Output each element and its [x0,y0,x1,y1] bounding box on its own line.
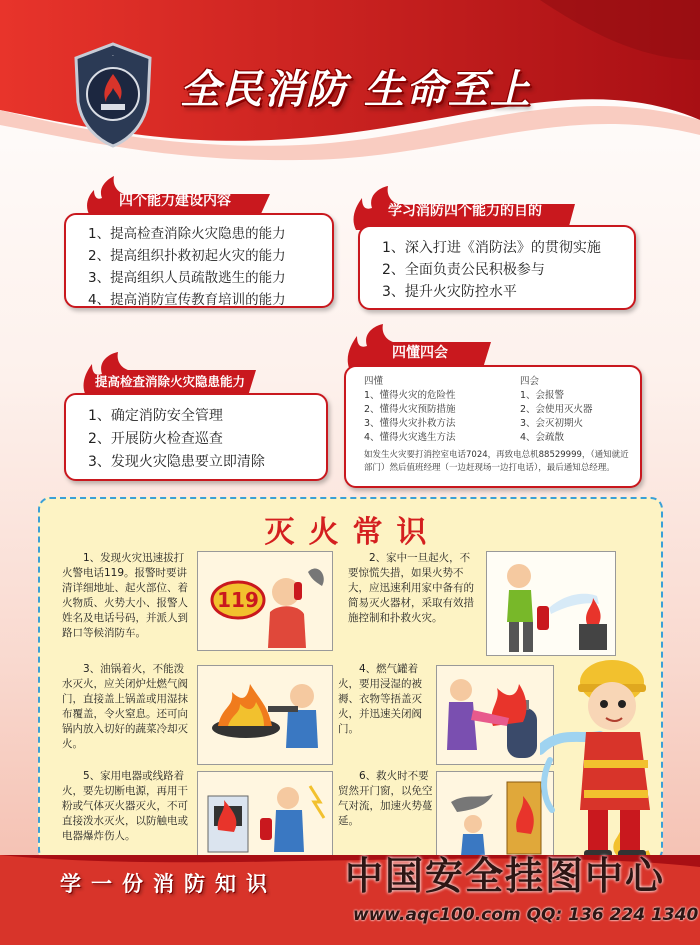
inspection-panel [64,393,328,481]
tip-3: 3、油锅着火，不能泼水灭火，应关闭炉灶燃气阀门，直接盖上锅盖或用湿抹布覆盖，令火窒息。还可向锅内放入切好的蔬菜冷却灭火。 [62,663,188,750]
list-item: 2、懂得火灾预防措施 [364,404,456,415]
list-item: 1、懂得火灾的危险性 [364,390,456,401]
list-item: 1、深入打进《消防法》的贯彻实施 [382,240,601,256]
list-item: 3、发现火灾隐患要立即清除 [88,454,265,470]
four-understand-panel [344,365,642,488]
badge-119: 119 [217,588,259,612]
call-119-illustration [197,551,333,651]
watermark-url: www.aqc100.com QQ: 136 224 1340 [353,905,699,925]
svg-text:·: · [112,53,114,60]
section-tab-four [345,324,495,368]
list-item: 4、会疏散 [520,432,565,443]
list-item: 1、会报警 [520,390,565,401]
tip-1: 1、发现火灾迅速拔打火警电话119。报警时要讲清详细地址、起火部位、着火物质、火势大小、报警人姓名及电话号码，并派人到路口等候消防车。 [62,552,188,639]
purpose-panel [358,225,636,310]
list-item: 4、懂得火灾逃生方法 [364,432,456,443]
watermark-name: 中国安全挂图中心 [345,854,666,898]
dong-title: 四懂 [364,376,384,387]
section-title-purpose: 学习消防四个能力的目的 [388,203,542,219]
list-item: 2、全面负责公民积极参与 [382,262,545,278]
emergency-note: 如发生火灾要打消控室电话7024，再致电总机88529999，（通知就近部门）然后值班经理（一边赶现场一边打电话），最后通知总经理。 [364,450,629,473]
list-item: 3、懂得火灾扑救方法 [364,418,456,429]
list-item: 4、提高消防宣传教育培训的能力 [88,292,286,308]
list-item: 1、提高检查消除火灾隐患的能力 [88,226,286,242]
section-tab-inspection [80,352,260,396]
watermark [345,845,700,945]
electric-fire-icon [198,772,333,859]
list-item: 2、提高组织扑救初起火灾的能力 [88,248,286,264]
gas-tank-icon [437,666,554,765]
gas-tank-illustration [436,665,554,765]
phone-call-icon [198,552,333,651]
tip-4: 4、燃气罐着火，要用浸湿的被褥、衣物等捂盖灭火，并迅速关闭阀门。 [338,663,422,735]
firefighter-mascot-icon [540,640,680,865]
hui-title: 四会 [520,376,540,387]
section-title-four: 四懂四会 [392,345,448,361]
capabilities-panel [64,213,334,308]
list-item: 1、确定消防安全管理 [88,408,223,424]
tip-6: 6、救火时不要贸然开门窗，以免空气对流，加速火势蔓延。 [338,770,433,827]
list-item: 2、开展防火检查巡查 [88,431,223,447]
electrical-fire-illustration [197,771,333,859]
footer-slogan: 学一份消防知识 [60,871,277,896]
list-item: 2、会使用灭火器 [520,404,593,415]
section-tab-capabilities [80,176,270,216]
tip-2: 2、家中一旦起火，不要惊慌失措，如果火势不大，应迅速利用家中备有的简易灭火器材，采取有效措施控制和扑救火灾。 [348,552,474,624]
extinguish-title: 灭火常识 [264,515,441,550]
list-item: 3、提高组织人员疏散逃生的能力 [88,270,286,286]
fire-police-badge-icon [68,40,158,150]
page-title: 全民消防 生命至上 [180,67,532,113]
section-tab-purpose [350,186,580,226]
list-item: 3、会灭初期火 [520,418,584,429]
pan-fire-icon [198,666,333,765]
pan-fire-illustration [197,665,333,765]
list-item: 3、提升火灾防控水平 [382,284,517,300]
tip-5: 5、家用电器或线路着火，要先切断电源，再用干粉或气体灭火器灭火，不可直接泼水灭火，以防触电或电器爆炸伤人。 [62,770,188,842]
section-title-capabilities: 四个能力建设内容 [119,193,231,209]
section-title-inspection: 提高检查消除火灾隐患能力 [94,374,245,389]
